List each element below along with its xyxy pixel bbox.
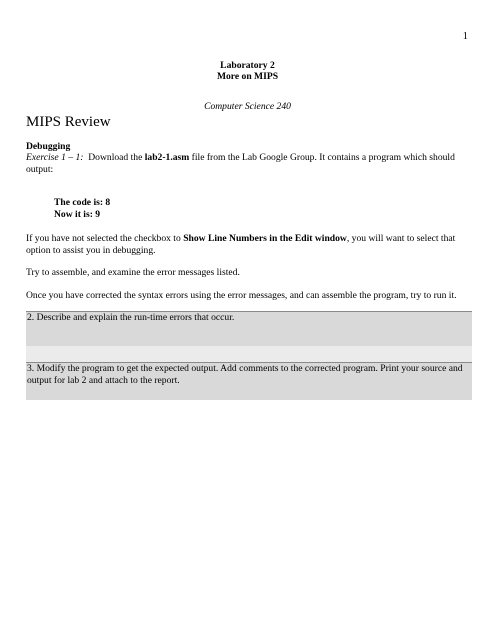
question-2-box	[26, 311, 472, 346]
question-2-text: 2. Describe and explain the run-time errors that occur.	[27, 312, 235, 323]
question-3-box	[26, 362, 472, 400]
exercise-file-name: lab2-1.asm	[144, 152, 190, 163]
section-heading: MIPS Review	[26, 114, 111, 130]
question-3-text: 3. Modify the program to get the expected output. Add comments to the corrected program. Print your source and output for lab 2 and attach to the report.	[27, 363, 463, 386]
checkbox-paragraph	[26, 233, 472, 256]
course-name: Computer Science 240	[204, 101, 291, 112]
expected-output-line: The code is: 8	[54, 197, 111, 208]
question-3-divider	[26, 362, 472, 363]
assemble-paragraph: Try to assemble, and examine the error messages listed.	[26, 267, 240, 278]
exercise-text-before: Download the	[83, 152, 145, 163]
question-2-divider	[26, 311, 472, 312]
corrected-paragraph: Once you have corrected the syntax errors using the error messages, and can assemble the program, try to run it.	[26, 290, 457, 301]
page-number: 1	[462, 31, 468, 42]
exercise-text-after: file from the Lab Google Group. It contains a program which should output:	[26, 152, 455, 175]
answer-2-area	[26, 346, 472, 362]
debugging-subheading: Debugging	[26, 141, 71, 152]
exercise-label: Exercise 1 – 1:	[26, 152, 84, 163]
checkbox-option-name: Show Line Numbers in the Edit window	[183, 233, 347, 244]
lab-subtitle: More on MIPS	[216, 71, 279, 82]
exercise-paragraph	[26, 152, 472, 175]
checkbox-text-before: If you have not selected the checkbox to	[26, 233, 184, 244]
checkbox-text-after: , you will want to select that option to assist you in debugging.	[26, 233, 456, 256]
expected-output-line: Now it is: 9	[54, 209, 101, 220]
lab-title: Laboratory 2	[220, 60, 275, 71]
